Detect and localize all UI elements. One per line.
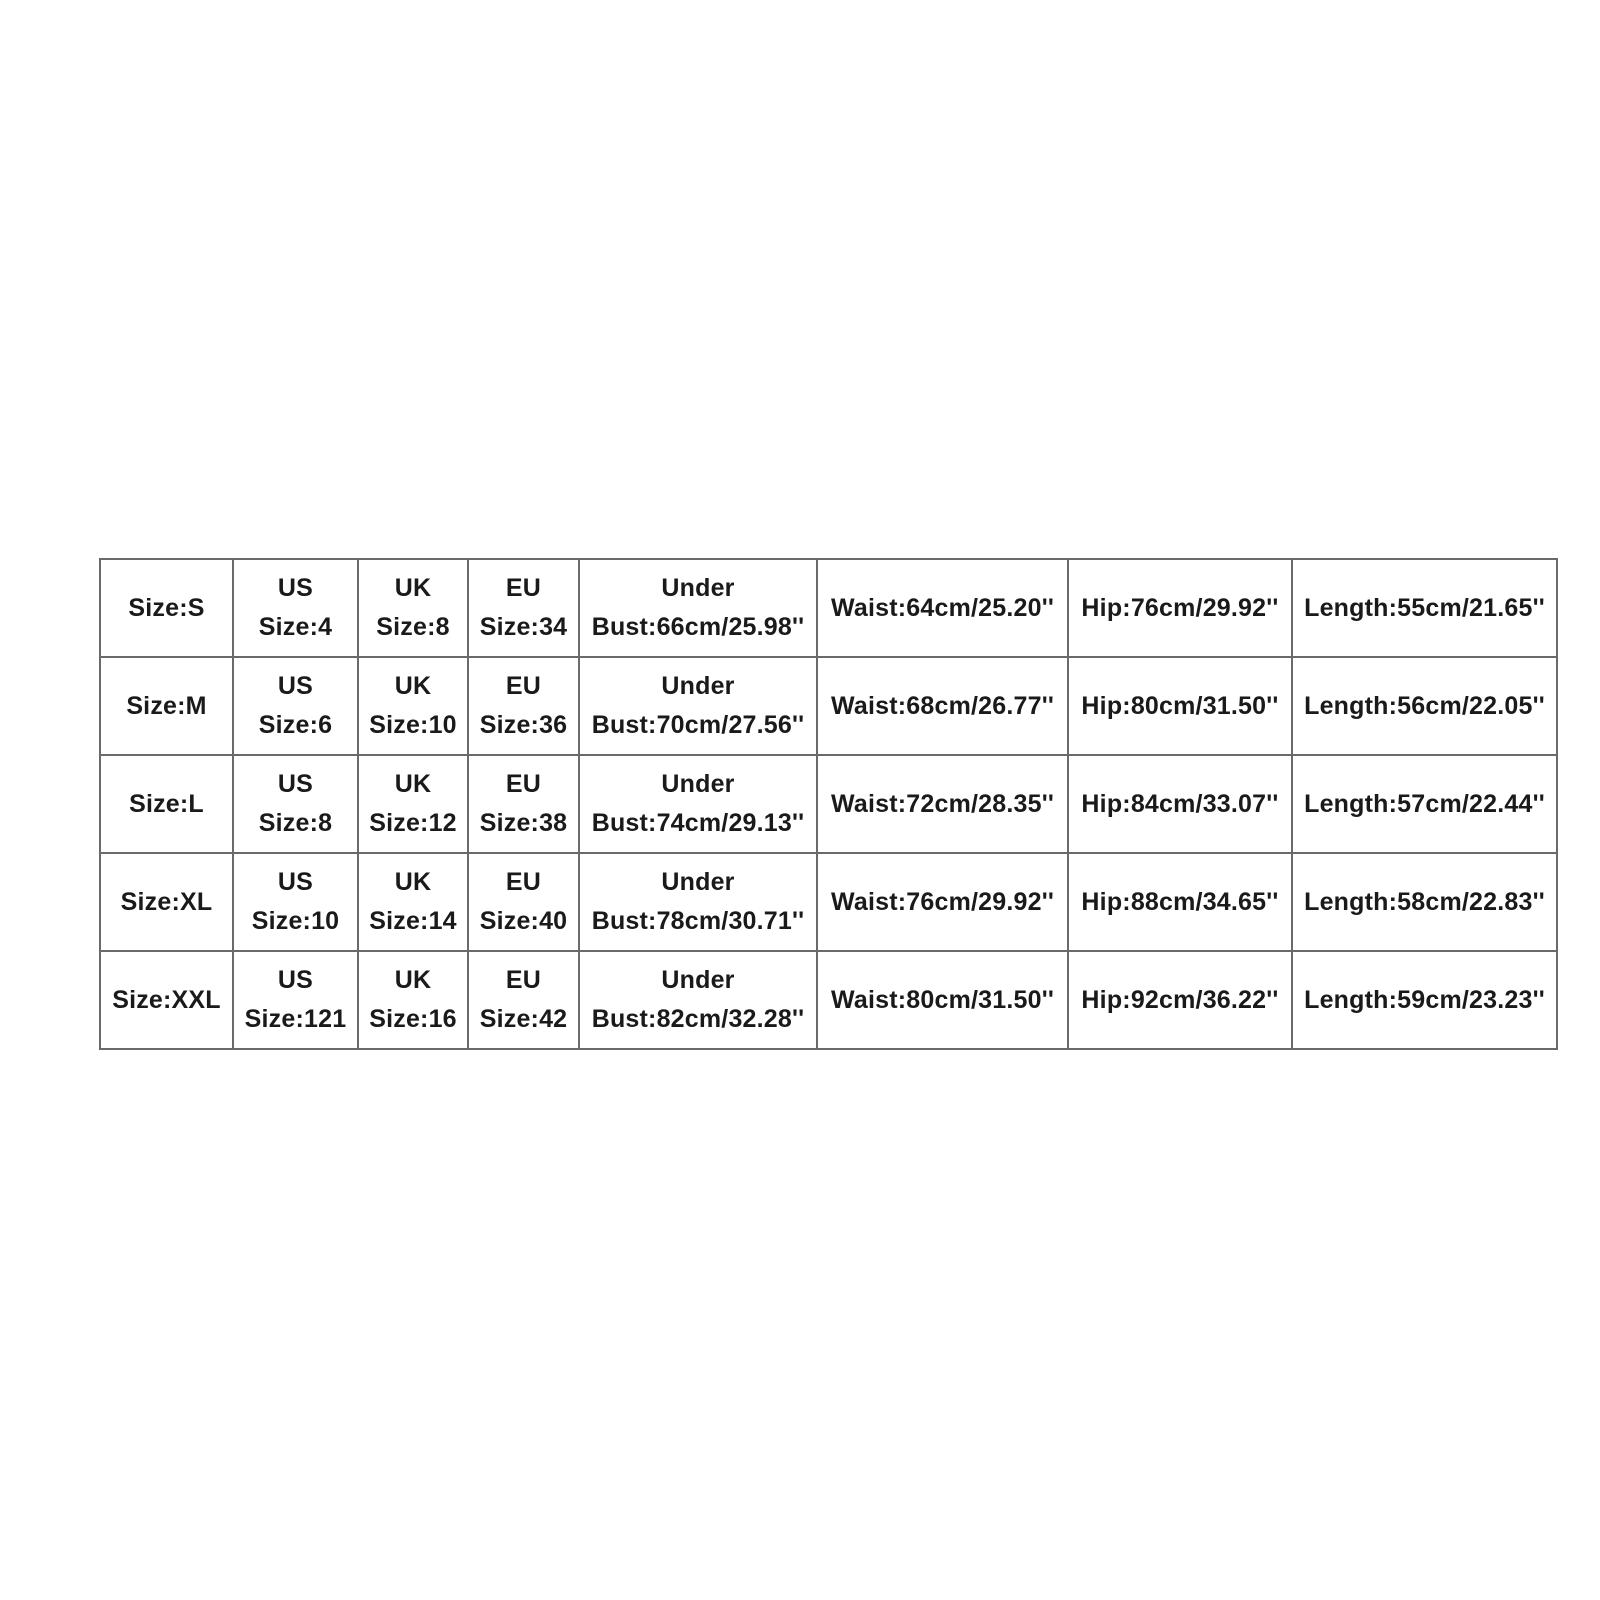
us-size-cell: [233, 657, 358, 755]
size-label-cell: Size:XL: [100, 853, 233, 951]
uk-label: UK: [394, 966, 432, 994]
table-row: [100, 853, 1557, 951]
under-bust-value: Bust:70cm/27.56'': [591, 711, 805, 739]
eu-size-cell: [468, 559, 579, 657]
table-row: [100, 559, 1557, 657]
waist-cell: Waist:64cm/25.20'': [817, 559, 1068, 657]
us-size-cell: [233, 853, 358, 951]
us-value: Size:4: [258, 613, 333, 641]
us-value: Size:8: [258, 809, 333, 837]
length-cell: Length:59cm/23.23'': [1292, 951, 1557, 1049]
uk-label: UK: [394, 770, 432, 798]
uk-value: Size:10: [369, 711, 457, 739]
eu-value: Size:42: [479, 1005, 568, 1033]
size-label-cell: Size:L: [100, 755, 233, 853]
under-bust-cell: [579, 559, 817, 657]
under-bust-cell: [579, 657, 817, 755]
eu-value: Size:40: [479, 907, 568, 935]
us-label: US: [277, 672, 314, 700]
length-cell: Length:57cm/22.44'': [1292, 755, 1557, 853]
eu-size-cell: [468, 755, 579, 853]
uk-label: UK: [394, 574, 432, 602]
under-bust-label: Under: [661, 868, 735, 896]
table-row: [100, 755, 1557, 853]
under-bust-value: Bust:82cm/32.28'': [591, 1005, 805, 1033]
table-row: [100, 657, 1557, 755]
under-bust-value: Bust:78cm/30.71'': [591, 907, 805, 935]
uk-size-cell: [358, 657, 468, 755]
uk-label: UK: [394, 868, 432, 896]
size-label-cell: Size:S: [100, 559, 233, 657]
us-value: Size:10: [251, 907, 340, 935]
under-bust-value: Bust:66cm/25.98'': [591, 613, 805, 641]
uk-size-cell: [358, 951, 468, 1049]
eu-size-cell: [468, 657, 579, 755]
under-bust-value: Bust:74cm/29.13'': [591, 809, 805, 837]
table-row: [100, 951, 1557, 1049]
waist-cell: Waist:72cm/28.35'': [817, 755, 1068, 853]
waist-cell: Waist:80cm/31.50'': [817, 951, 1068, 1049]
under-bust-cell: [579, 755, 817, 853]
eu-label: EU: [505, 966, 542, 994]
eu-label: EU: [505, 868, 542, 896]
uk-value: Size:12: [369, 809, 457, 837]
us-size-cell: [233, 559, 358, 657]
under-bust-cell: [579, 853, 817, 951]
hip-cell: Hip:92cm/36.22'': [1068, 951, 1292, 1049]
length-cell: Length:58cm/22.83'': [1292, 853, 1557, 951]
eu-label: EU: [505, 574, 542, 602]
hip-cell: Hip:80cm/31.50'': [1068, 657, 1292, 755]
uk-size-cell: [358, 853, 468, 951]
size-label-cell: Size:XXL: [100, 951, 233, 1049]
hip-cell: Hip:84cm/33.07'': [1068, 755, 1292, 853]
size-chart-table: [99, 558, 1558, 1050]
uk-value: Size:16: [369, 1005, 457, 1033]
eu-label: EU: [505, 770, 542, 798]
us-label: US: [277, 868, 314, 896]
uk-value: Size:14: [369, 907, 457, 935]
us-value: Size:121: [244, 1005, 347, 1033]
length-cell: Length:55cm/21.65'': [1292, 559, 1557, 657]
us-size-cell: [233, 951, 358, 1049]
uk-value: Size:8: [376, 613, 450, 641]
uk-size-cell: [358, 755, 468, 853]
hip-cell: Hip:76cm/29.92'': [1068, 559, 1292, 657]
eu-value: Size:34: [479, 613, 568, 641]
eu-value: Size:38: [479, 809, 568, 837]
under-bust-label: Under: [661, 966, 735, 994]
hip-cell: Hip:88cm/34.65'': [1068, 853, 1292, 951]
under-bust-label: Under: [661, 574, 735, 602]
us-label: US: [277, 770, 314, 798]
under-bust-cell: [579, 951, 817, 1049]
us-size-cell: [233, 755, 358, 853]
size-chart-body: [100, 559, 1557, 1049]
waist-cell: Waist:76cm/29.92'': [817, 853, 1068, 951]
eu-size-cell: [468, 853, 579, 951]
us-label: US: [277, 966, 314, 994]
under-bust-label: Under: [661, 770, 735, 798]
under-bust-label: Under: [661, 672, 735, 700]
uk-size-cell: [358, 559, 468, 657]
size-label-cell: Size:M: [100, 657, 233, 755]
length-cell: Length:56cm/22.05'': [1292, 657, 1557, 755]
us-value: Size:6: [258, 711, 333, 739]
waist-cell: Waist:68cm/26.77'': [817, 657, 1068, 755]
eu-label: EU: [505, 672, 542, 700]
us-label: US: [277, 574, 314, 602]
uk-label: UK: [394, 672, 432, 700]
eu-size-cell: [468, 951, 579, 1049]
eu-value: Size:36: [479, 711, 568, 739]
